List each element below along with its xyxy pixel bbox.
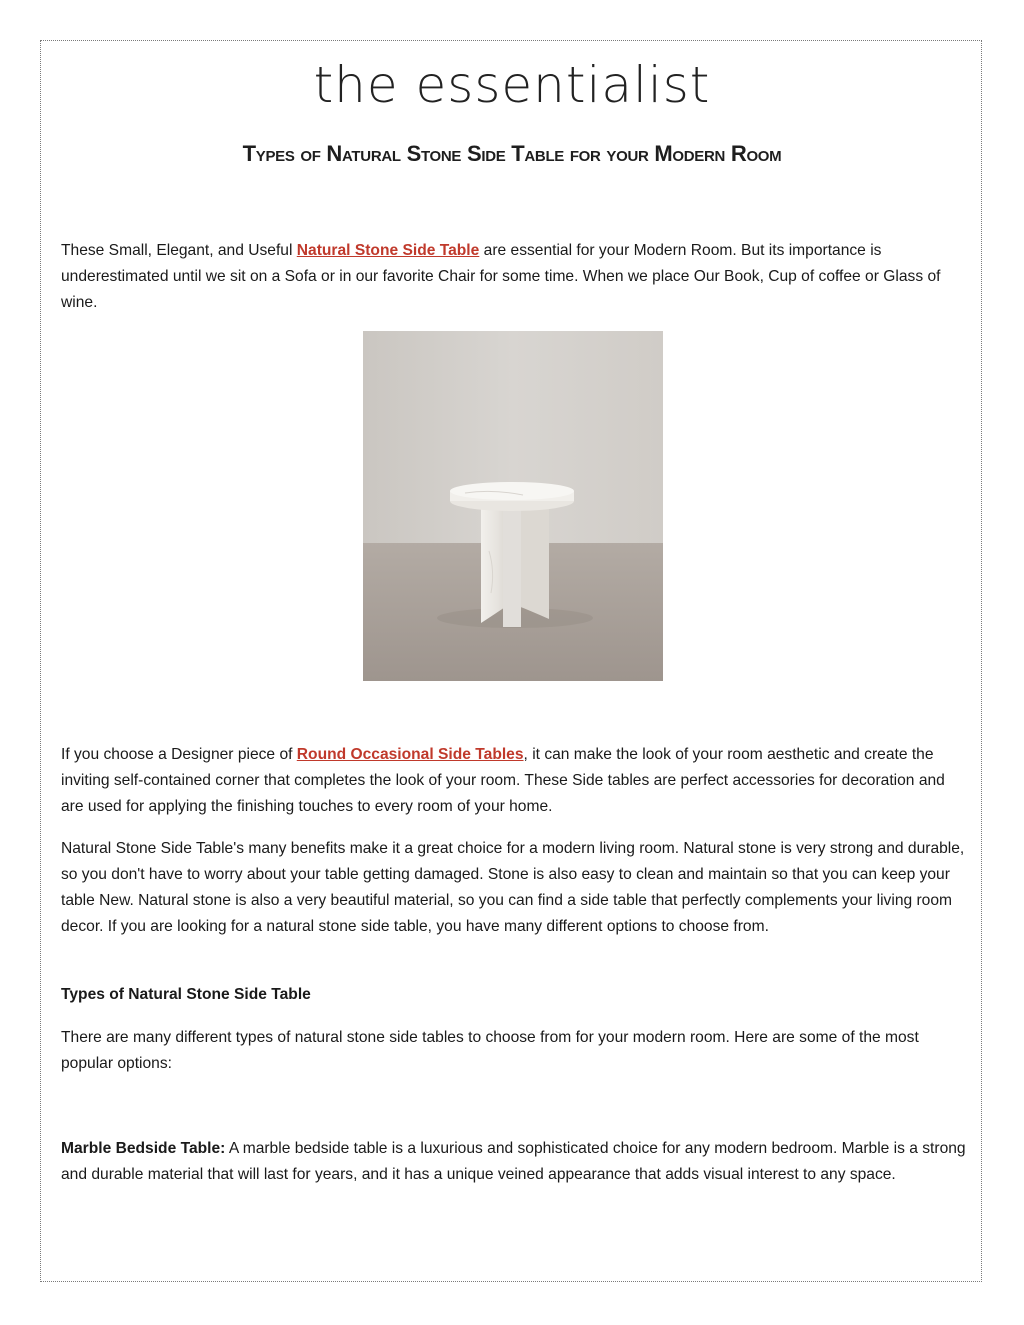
section-heading: Types of Natural Stone Side Table [61,986,311,1003]
round-occasional-side-tables-link[interactable]: Round Occasional Side Tables [296,746,524,763]
intro-text-after: are essential for your Modern Room. But its importance is underestimated until we sit on a Sofa or in our favorite Chair for some time. When we place Our Book, Cup of coffee or Glass of wine. [61,242,941,311]
benefits-paragraph: Natural Stone Side Table's many benefits make it a great choice for a modern living room. Natural stone is very strong and durable, so you don't have to worry about your table getting damaged. Stone is also easy to clean and maintain so that you can keep your table New. Natural stone is also a very beautiful material, so you can find a side table that perfectly complements your living room decor. If you are looking for a natural stone side table, you have many different options to choose from. [61,840,965,935]
natural-stone-side-table-link[interactable]: Natural Stone Side Table [296,242,480,259]
marble-bedside-text: A marble bedside table is a luxurious and sophisticated choice for any modern bedroom. Marble is a strong and durable material that will last for years, and it has a unique veined appearance that adds visual interest to any space. [61,1140,966,1183]
designer-text-after: , it can make the look of your room aesthetic and create the inviting self-contained corner that completes the look of your room. These Side tables are perfect accessories for decoration and are used for applying the finishing touches to every room of your home. [61,746,945,815]
product-photo [363,331,663,681]
designer-paragraph [61,742,966,820]
marble-bedside-paragraph [61,1136,966,1188]
brand-logo: the essentialist [313,56,711,114]
intro-paragraph [61,238,966,316]
types-intro-paragraph: There are many different types of natural stone side tables to choose from for your modern room. Here are some of the most popular options: [61,1029,919,1072]
intro-text-before: These Small, Elegant, and Useful [61,242,297,259]
page-title: Types of Natural Stone Side Table for your Modern Room [242,141,782,166]
designer-text-before: If you choose a Designer piece of [61,746,297,763]
marble-bedside-label: Marble Bedside Table: [61,1140,226,1157]
